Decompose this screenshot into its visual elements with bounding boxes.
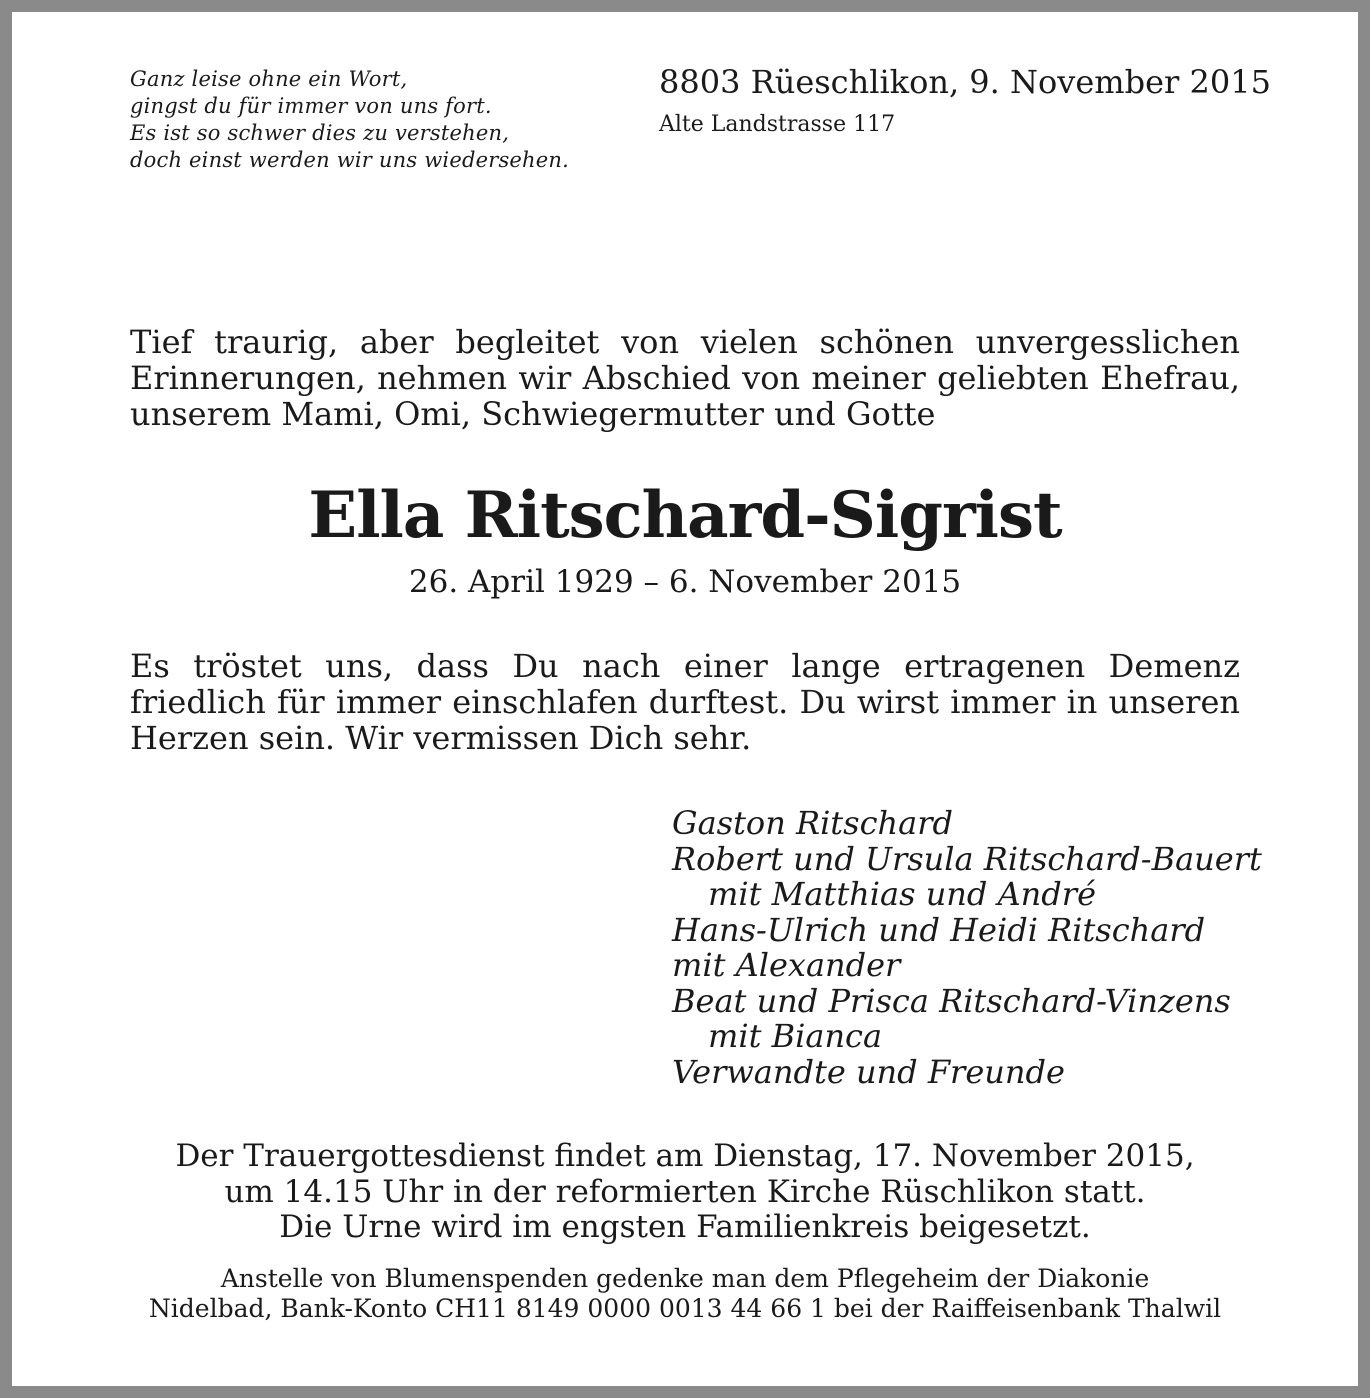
- mourner-line: mit Bianca: [708, 1017, 883, 1055]
- mourner-line: Gaston Ritschard: [672, 804, 953, 842]
- place-date: 8803 Rüeschlikon, 9. November 2015: [659, 63, 1271, 101]
- mourner-line: Verwandte und Freunde: [672, 1052, 1065, 1091]
- poem-line: Ganz leise ohne ein Wort,: [130, 67, 408, 91]
- service-line: Der Trauergottesdienst findet am Dienstag, 17. November 2015,: [175, 1138, 1195, 1174]
- intro-text: Tief traurig, aber begleitet von vielen schönen unvergesslichen Erinnerungen, nehmen wir Abschied von meiner geliebten Ehefrau, unserem Mami, Omi, Schwiegermutter und Gotte: [130, 323, 1240, 433]
- mourner-line: mit Matthias und André: [708, 875, 1096, 913]
- mourner-line: Hans-Ulrich und Heidi Ritschard: [672, 910, 1206, 949]
- service-info: [12, 1139, 1358, 1246]
- service-line: um 14.15 Uhr in der reformierten Kirche Rüschlikon statt.: [224, 1173, 1146, 1210]
- poem-line: doch einst werden wir uns wiedersehen.: [130, 148, 570, 172]
- deceased-name: Ella Ritschard-Sigrist: [308, 478, 1062, 553]
- address: Alte Landstrasse 117: [659, 112, 896, 137]
- donation-line: Nidelbad, Bank-Konto CH11 8149 0000 0013 44 66 1 bei der Raiffeisenbank Thalwil: [148, 1294, 1222, 1323]
- service-line: Die Urne wird im engsten Familienkreis beigesetzt.: [279, 1209, 1091, 1245]
- mourners-list: [672, 806, 1312, 1090]
- poem-line: Es ist so schwer dies zu verstehen,: [130, 121, 510, 145]
- donation-info: [12, 1264, 1358, 1324]
- mourner-line: Robert und Ursula Ritschard-Bauert: [672, 839, 1262, 878]
- donation-line: Anstelle von Blumenspenden gedenke man dem Pflegeheim der Diakonie: [220, 1264, 1150, 1293]
- life-dates: 26. April 1929 – 6. November 2015: [408, 564, 962, 600]
- poem: [130, 66, 650, 174]
- obituary-page: [12, 12, 1358, 1386]
- poem-line: gingst du für immer von uns fort.: [130, 94, 492, 118]
- mourner-line: Beat und Prisca Ritschard-Vinzens: [672, 981, 1231, 1020]
- comfort-text: Es tröstet uns, dass Du nach einer lange ertragenen Demenz friedlich für immer einschlafen durftest. Du wirst immer in unseren Herzen sein. Wir vermissen Dich sehr.: [130, 647, 1240, 757]
- mourner-line: mit Alexander: [672, 946, 901, 984]
